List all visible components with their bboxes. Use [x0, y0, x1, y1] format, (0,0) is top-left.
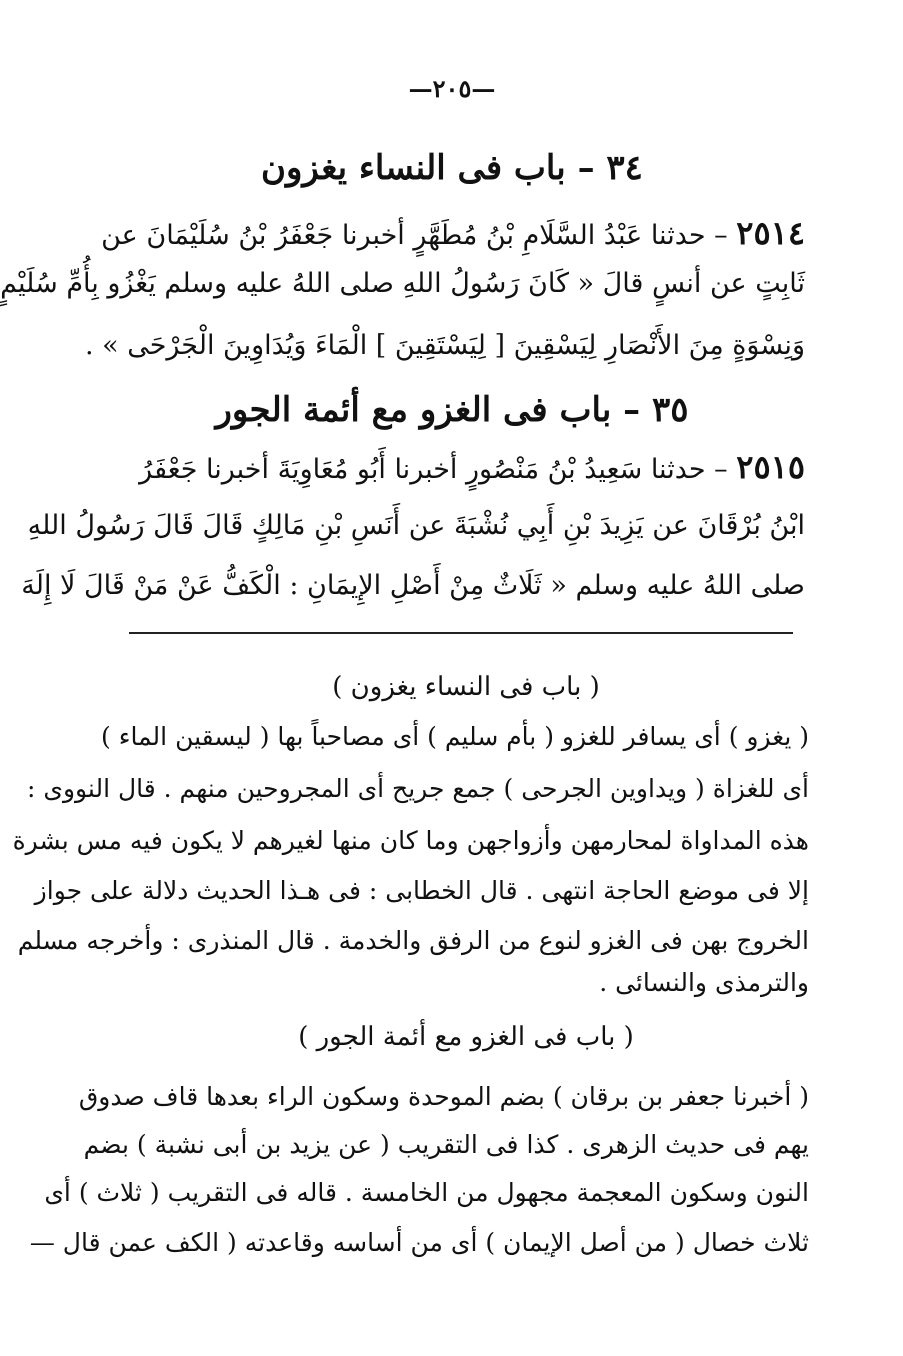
commentary-line: يهم فى حديث الزهرى . كذا فى التقريب ( عن يزيد بن أبى نشبة ) بضم: [83, 1130, 809, 1159]
commentary-line: إلا فى موضع الحاجة انتهى . قال الخطابى : فى هـذا الحديث دلالة على جواز: [34, 876, 809, 905]
commentary-line: النون وسكون المعجمة مجهول من الخامسة . قاله فى التقريب ( ثلاث ) أى: [44, 1178, 809, 1207]
hadith-2515-line-2: ابْنُ بُرْقَانَ عن يَزِيدَ بْنِ أَبِي نُشْبَةَ عن أَنَسِ بْنِ مَالِكٍ قَالَ قَالَ رَسُولُ اللهِ: [27, 510, 805, 541]
commentary-heading-1: ( باب فى النساء يغزون ): [332, 672, 600, 702]
commentary-line: ( يغزو ) أى يسافر للغزو ( بأم سليم ) أى مصاحباً بها ( ليسقين الماء ): [101, 722, 809, 751]
hadith-2514-line-1: [101, 214, 805, 252]
chapter-heading-35: ٣٥ – باب فى الغزو مع أئمة الجور: [215, 390, 689, 430]
separator-rule: [129, 632, 793, 634]
commentary-heading-2: ( باب فى الغزو مع أئمة الجور ): [298, 1022, 634, 1052]
commentary-line: ( أخبرنا جعفر بن برقان ) بضم الموحدة وسكون الراء بعدها قاف صدوق: [78, 1082, 809, 1111]
book-page: [1, 0, 903, 1356]
chapter-heading-34: ٣٤ – باب فى النساء يغزون: [261, 148, 643, 188]
commentary-line: ثلاث خصال ( من أصل الإيمان ) أى من أساسه وقاعدته ( الكف عمن قال —: [29, 1228, 809, 1257]
page-number: —٢٠٥—: [408, 74, 496, 103]
hadith-2514-line-2: ثَابِتٍ عن أنسٍ قالَ « كَانَ رَسُولُ اللهِ صلى اللهُ عليه وسلم يَغْزُو بِأُمِّ سُلَيْمٍ: [0, 268, 805, 299]
commentary-line: الخروج بهن فى الغزو لنوع من الرفق والخدمة . قال المنذرى : وأخرجه مسلم: [17, 926, 809, 955]
hadith-2514-text-1: – حدثنا عَبْدُ السَّلَامِ بْنُ مُطَهَّرٍ أخبرنا جَعْفَرُ بْنُ سُلَيْمَانَ عن: [101, 220, 728, 251]
commentary-line: هذه المداواة لمحارمهن وأزواجهن وما كان منها لغيرهم لا يكون فيه مس بشرة: [12, 826, 809, 855]
hadith-2515-line-1: [129, 448, 805, 486]
hadith-number-2515: ٢٥١٥: [736, 448, 805, 486]
hadith-number-2514: ٢٥١٤: [736, 214, 805, 252]
hadith-2515-text-1: – حدثنا سَعِيدُ بْنُ مَنْصُورٍ أخبرنا أَبُو مُعَاوِيَةَ أخبرنا جَعْفَرُ: [139, 454, 728, 485]
commentary-line: أى للغزاة ( ويداوين الجرحى ) جمع جريح أى المجروحين منهم . قال النووى :: [27, 774, 809, 803]
commentary-line: والترمذى والنسائى .: [599, 968, 809, 997]
hadith-2515-line-3: صلى اللهُ عليه وسلم « ثَلَاثٌ مِنْ أَصْلِ الإِيمَانِ : الْكَفُّ عَنْ مَنْ قَالَ لَا إِلَهَ: [21, 570, 805, 601]
hadith-2514-line-3: وَنِسْوَةٍ مِنَ الأَنْصَارِ لِيَسْقِينَ [ لِيَسْتَقِينَ ] الْمَاءَ وَيُدَاوِينَ الْجَرْحَى » .: [84, 330, 805, 361]
